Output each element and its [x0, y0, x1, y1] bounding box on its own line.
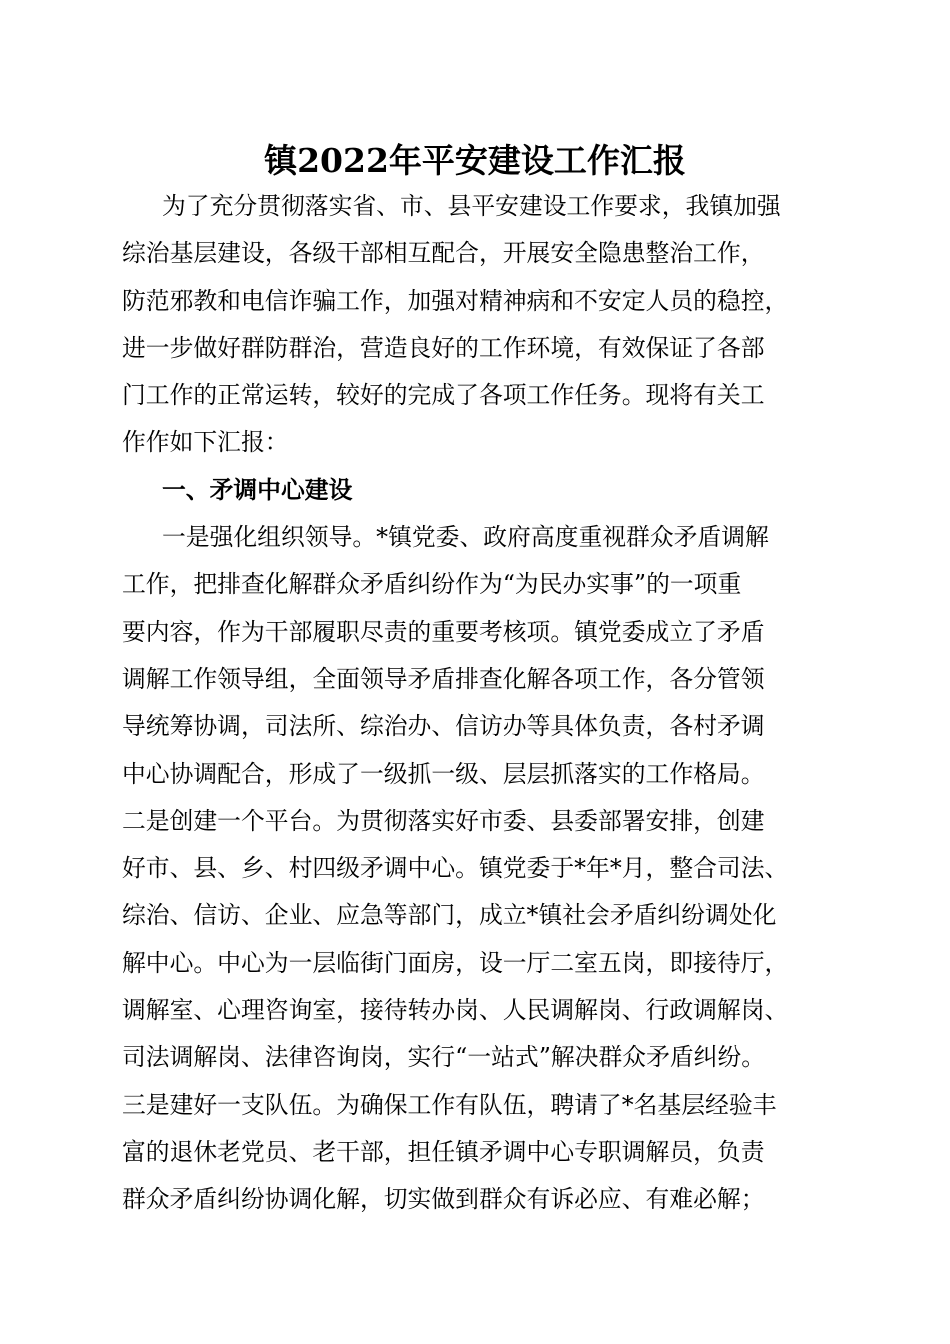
paragraph-line: 群众矛盾纠纷协调化解，切实做到群众有诉必应、有难必解； [122, 1185, 765, 1214]
paragraph-line: 三是建好一支队伍。为确保工作有队伍，聘请了*名基层经验丰 [122, 1090, 777, 1119]
paragraph-line: 进一步做好群防群治，营造良好的工作环境，有效保证了各部 [122, 333, 765, 362]
document-body [122, 183, 830, 1224]
paragraph-line: 工作，把排查化解群众矛盾纠纷作为“为民办实事”的一项重 [122, 570, 742, 599]
document-title: 镇2022年平安建设工作汇报 [264, 141, 686, 180]
paragraph-line: 作作如下汇报： [122, 428, 289, 457]
paragraph-line: 为了充分贯彻落实省、市、县平安建设工作要求，我镇加强 [162, 192, 781, 220]
paragraph-line: 中心协调配合，形成了一级抓一级、层层抓落实的工作格局。 [122, 759, 765, 788]
paragraph-line: 好市、县、乡、村四级矛调中心。镇党委于*年*月，整合司法、 [122, 854, 789, 883]
paragraph-line: 司法调解岗、法律咨询岗，实行“一站式”解决群众矛盾纠纷。 [122, 1043, 766, 1072]
paragraph-line: 防范邪教和电信诈骗工作，加强对精神病和不安定人员的稳控， [122, 286, 789, 315]
paragraph-line: 综治基层建设，各级干部相互配合，开展安全隐患整治工作， [122, 239, 765, 268]
paragraph-line: 解中心。中心为一层临街门面房，设一厅二室五岗，即接待厅， [122, 948, 789, 977]
paragraph-line: 综治、信访、企业、应急等部门，成立*镇社会矛盾纠纷调处化 [122, 901, 777, 930]
paragraph-line: 一是强化组织领导。*镇党委、政府高度重视群众矛盾调解 [162, 523, 769, 552]
paragraph-line: 富的退休老党员、老干部，担任镇矛调中心专职调解员，负责 [122, 1137, 765, 1166]
section-heading: 一、矛调中心建设 [162, 475, 353, 504]
paragraph-line: 导统筹协调，司法所、综治办、信访办等具体负责，各村矛调 [122, 712, 765, 741]
paragraph-line: 二是创建一个平台。为贯彻落实好市委、县委部署安排，创建 [122, 806, 765, 835]
paragraph-line: 调解工作领导组，全面领导矛盾排查化解各项工作，各分管领 [122, 664, 765, 693]
paragraph-line: 要内容，作为干部履职尽责的重要考核项。镇党委成立了矛盾 [122, 617, 765, 646]
paragraph-line: 调解室、心理咨询室，接待转办岗、人民调解岗、行政调解岗、 [122, 996, 789, 1025]
paragraph-line: 门工作的正常运转，较好的完成了各项工作任务。现将有关工 [122, 381, 765, 410]
